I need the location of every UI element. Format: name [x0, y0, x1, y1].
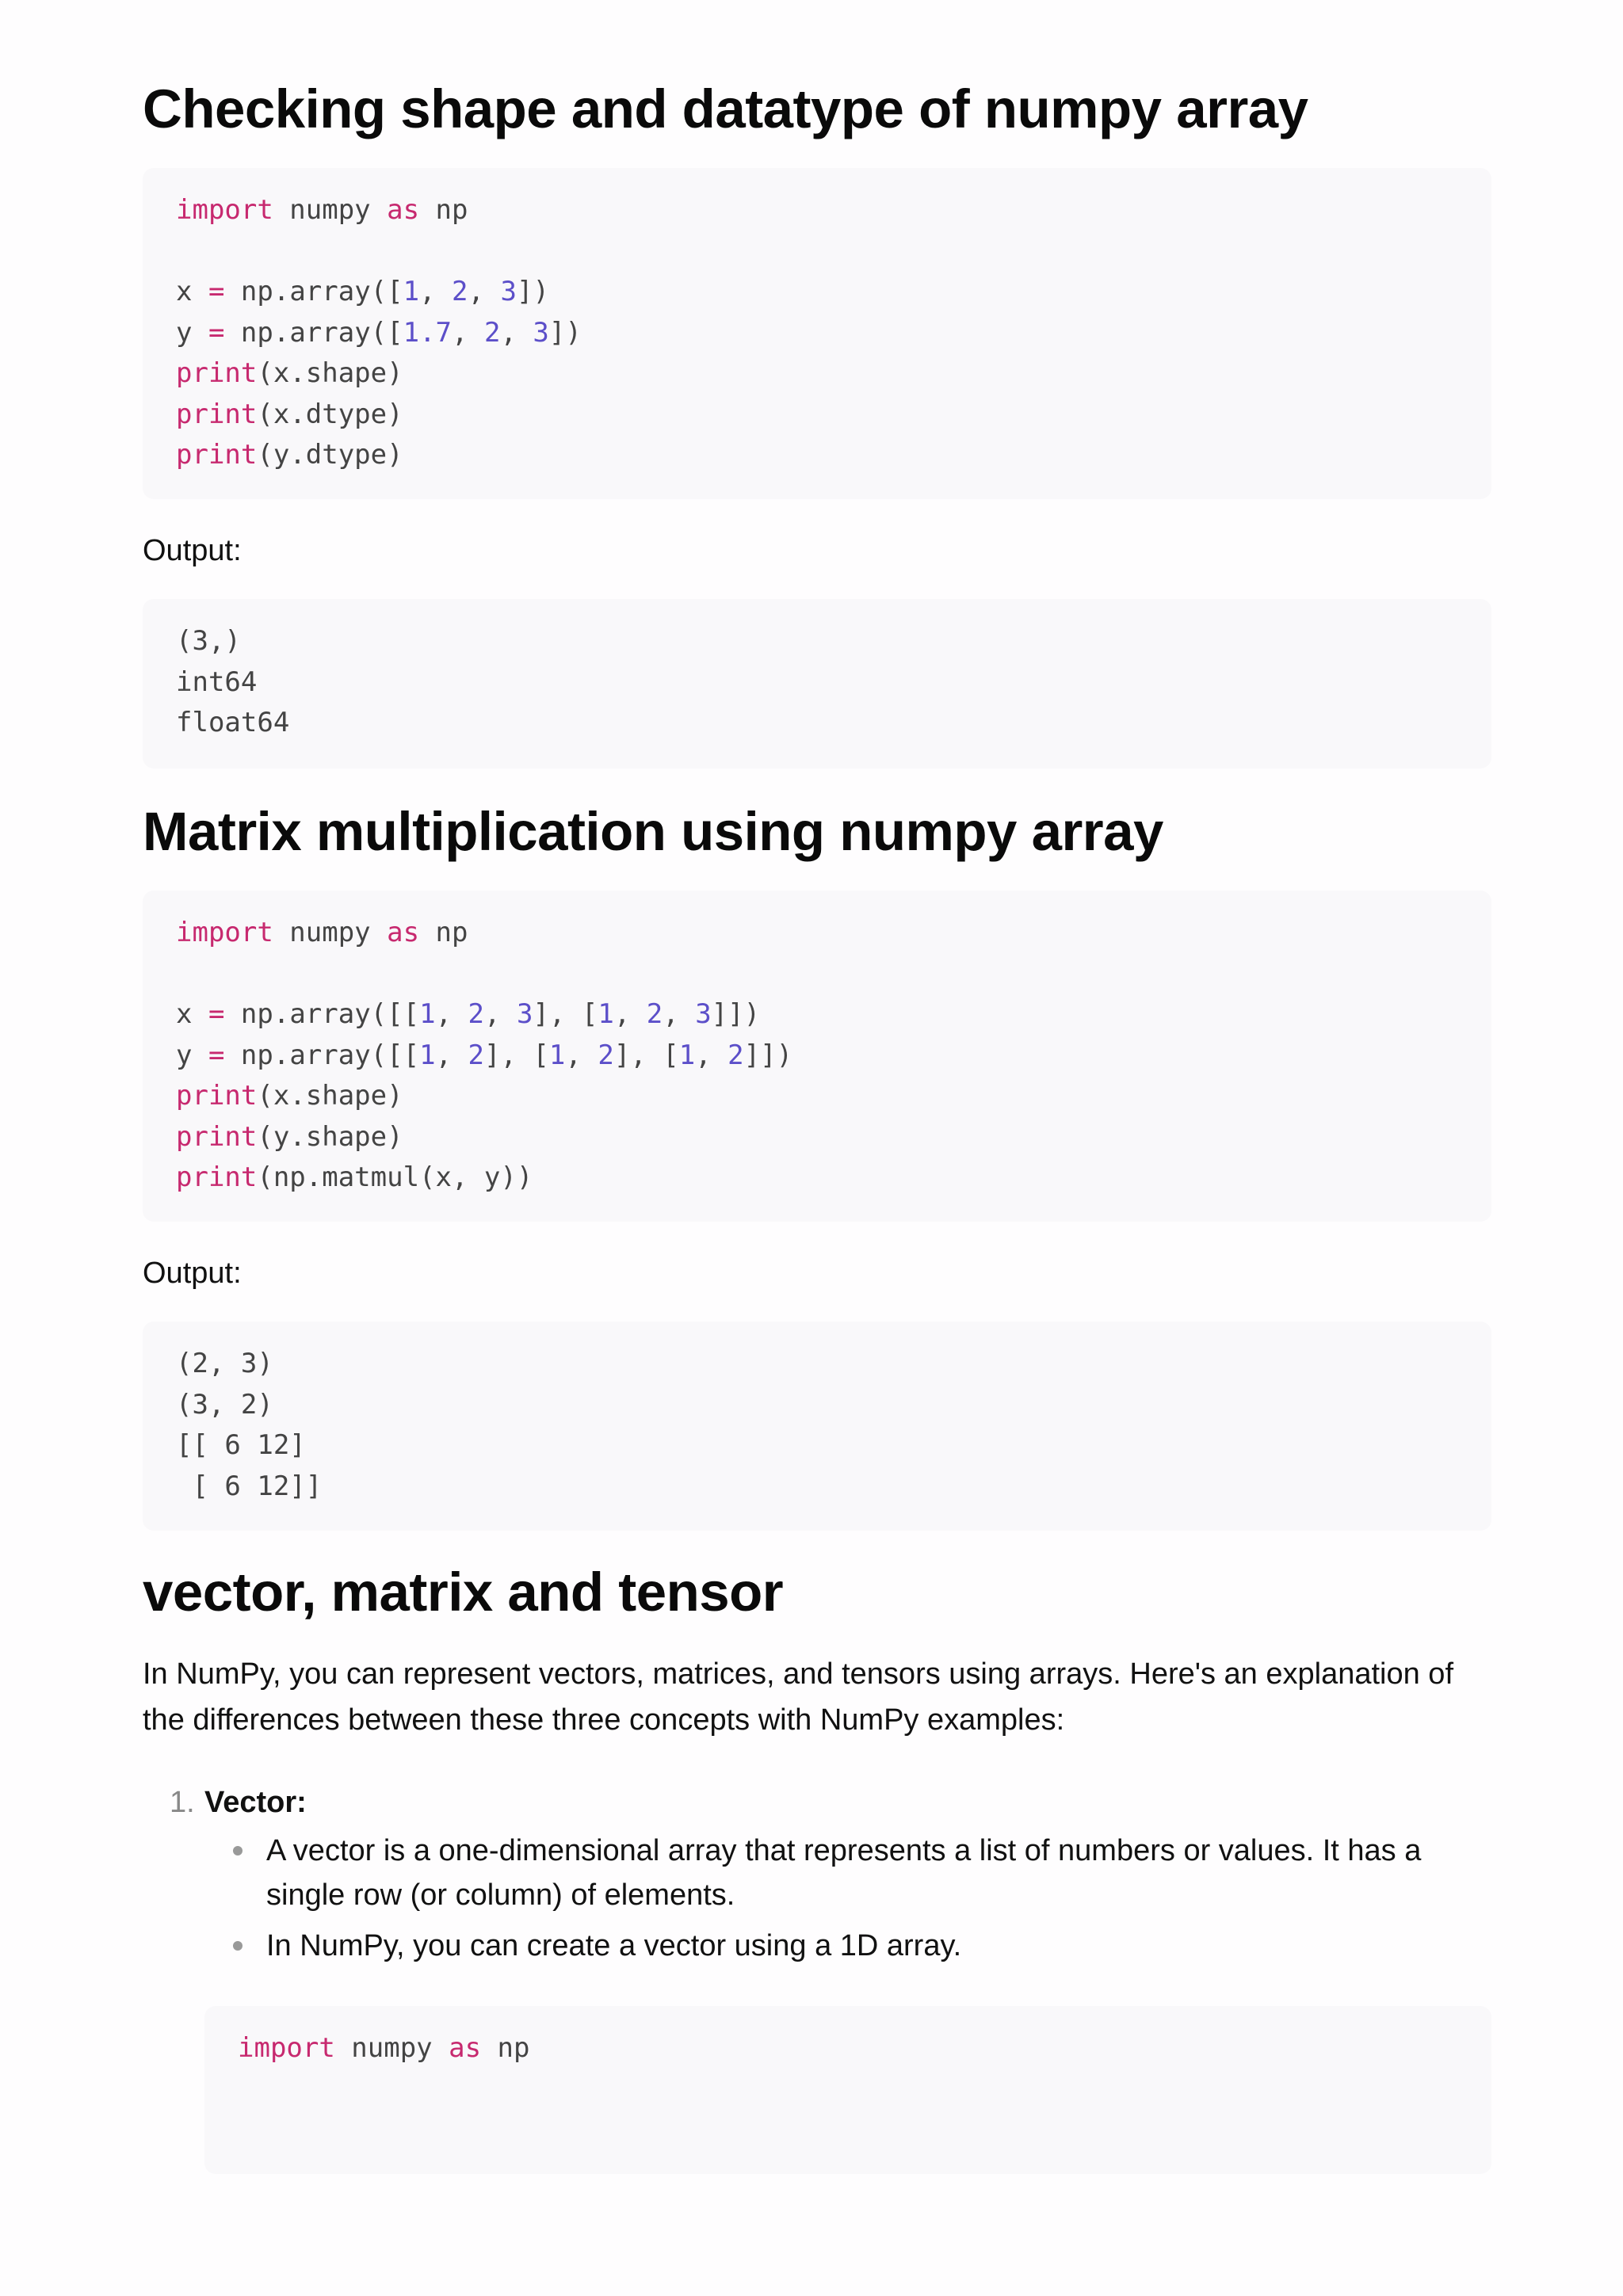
code-token: 3: [516, 998, 533, 1030]
output-label: Output:: [143, 534, 242, 567]
code-token: print: [176, 1120, 258, 1153]
code-line: [176, 435, 1458, 476]
code-token: (np.matmul(x, y)): [257, 1161, 533, 1193]
code-token: 3: [500, 276, 517, 307]
code-token: ], [: [484, 1039, 549, 1071]
code-line: [176, 1344, 1458, 1385]
code-token: y: [176, 1039, 208, 1071]
code-token: as: [387, 917, 420, 948]
code-token: 1: [419, 1039, 436, 1071]
code-token: 1.7: [403, 316, 453, 349]
code-token: 2: [483, 316, 501, 349]
code-token: =: [208, 316, 225, 349]
list-number: 1.: [170, 1786, 195, 1819]
section-heading-vector-matrix-tensor: vector, matrix and tensor: [143, 1562, 784, 1623]
code-token: ,: [613, 998, 647, 1030]
code-token: np.array([: [224, 276, 403, 307]
document-content: [143, 73, 1491, 2174]
code-line: [176, 1466, 1458, 1508]
code-token: [[ 6 12]: [176, 1429, 306, 1461]
code-token: y: [176, 316, 208, 349]
code-token: (x.shape): [257, 1080, 403, 1112]
code-token: numpy: [273, 917, 388, 948]
code-line: [238, 2028, 1458, 2069]
code-token: ]]): [711, 998, 761, 1030]
concept-list: [143, 1779, 1491, 1968]
code-token: numpy: [334, 2032, 449, 2064]
code-token: np: [419, 194, 468, 226]
code-token: ,: [419, 276, 453, 307]
code-token: x: [176, 276, 208, 307]
code-token: =: [208, 1039, 225, 1071]
code-line: [238, 2110, 1458, 2151]
output-block-matrix-multiplication: [143, 1322, 1491, 1531]
section-heading-shape-dtype: Checking shape and datatype of numpy array: [143, 78, 1308, 139]
code-line: [176, 353, 1458, 395]
code-token: float64: [176, 707, 290, 738]
code-line: [176, 190, 1458, 231]
code-line: [176, 1076, 1458, 1117]
code-token: 1: [548, 1039, 566, 1071]
code-token: print: [176, 357, 258, 389]
code-token: import: [176, 194, 273, 226]
output-label: Output:: [143, 1257, 242, 1290]
code-line: [176, 1425, 1458, 1466]
code-token: numpy: [273, 194, 388, 226]
code-line: [176, 662, 1458, 704]
code-line: [176, 231, 1458, 273]
code-token: =: [208, 998, 225, 1030]
code-token: ,: [695, 1039, 728, 1071]
code-line: [176, 913, 1458, 954]
code-block-shape-dtype: [143, 168, 1491, 499]
code-token: ]]): [743, 1039, 793, 1071]
code-token: ,: [484, 998, 517, 1030]
code-token: import: [176, 917, 273, 948]
code-token: ,: [468, 276, 501, 307]
code-line: [176, 1385, 1458, 1426]
code-token: as: [387, 194, 420, 226]
code-token: (y.shape): [257, 1120, 403, 1153]
code-token: 2: [646, 998, 663, 1030]
code-token: 2: [598, 1039, 614, 1071]
code-token: 1: [598, 998, 614, 1030]
code-token: ,: [663, 998, 696, 1030]
code-token: (x.shape): [257, 357, 403, 389]
code-token: 1: [403, 276, 420, 307]
code-token: ,: [452, 316, 484, 349]
code-token: 2: [452, 276, 468, 307]
code-token: 2: [468, 1039, 484, 1071]
code-line: [176, 313, 1458, 354]
code-token: np: [419, 917, 468, 948]
code-token: print: [176, 1161, 258, 1193]
code-token: [ 6 12]]: [176, 1470, 323, 1502]
code-token: (3, 2): [176, 1388, 273, 1421]
code-token: import: [238, 2032, 335, 2064]
code-token: (x.dtype): [257, 398, 403, 430]
code-line: [176, 994, 1458, 1035]
code-line: [176, 1035, 1458, 1077]
code-line: [238, 2069, 1458, 2111]
code-token: ]): [516, 276, 549, 307]
code-token: ], [: [533, 998, 598, 1030]
bullet-list: [204, 1829, 1491, 1968]
output-block-shape-dtype: [143, 599, 1491, 769]
code-line: [176, 703, 1458, 744]
code-block-matrix-multiplication: [143, 891, 1491, 1222]
code-token: (2, 3): [176, 1348, 273, 1379]
code-token: 1: [419, 998, 436, 1030]
code-line: [176, 395, 1458, 436]
code-line: [176, 954, 1458, 995]
code-token: int64: [176, 666, 258, 698]
code-token: (3,): [176, 625, 241, 657]
code-token: 2: [727, 1039, 744, 1071]
code-token: 1: [678, 1039, 696, 1071]
code-token: x: [176, 998, 208, 1030]
code-token: ,: [500, 316, 533, 349]
code-token: np.array([[: [224, 1039, 420, 1071]
bullet-dot: [233, 1941, 242, 1951]
code-token: 2: [468, 998, 484, 1030]
list-item-vector: [143, 1779, 1491, 1968]
code-line: [176, 621, 1458, 662]
code-token: print: [176, 439, 258, 471]
code-token: =: [208, 276, 225, 307]
code-token: print: [176, 398, 258, 430]
code-token: (y.dtype): [257, 439, 403, 471]
code-token: ], [: [613, 1039, 679, 1071]
intro-paragraph: In NumPy, you can represent vectors, matrices, and tensors using arrays. Here's an explanation of the differences between these three concepts with NumPy examples:: [143, 1657, 1454, 1737]
bullet-item: [204, 1924, 1491, 1968]
code-token: np.array([[: [224, 998, 420, 1030]
code-token: as: [449, 2032, 482, 2064]
code-token: ,: [565, 1039, 598, 1071]
bullet-item: [204, 1829, 1491, 1917]
code-line: [176, 1158, 1458, 1199]
code-token: np: [481, 2032, 530, 2064]
code-token: ,: [435, 998, 468, 1030]
list-item-title: Vector:: [204, 1786, 307, 1819]
bullet-text: In NumPy, you can create a vector using a 1D array.: [266, 1929, 962, 1962]
code-token: print: [176, 1080, 258, 1112]
code-token: ,: [435, 1039, 468, 1071]
bullet-dot: [233, 1846, 242, 1855]
code-token: ]): [548, 316, 582, 349]
bullet-text: A vector is a one-dimensional array that represents a list of numbers or values. It has a single row (or column) of elements.: [266, 1834, 1422, 1912]
code-line: [176, 1117, 1458, 1158]
code-token: np.array([: [224, 316, 403, 349]
section-heading-matrix-multiplication: Matrix multiplication using numpy array: [143, 801, 1163, 862]
code-line: [176, 272, 1458, 313]
code-block-vector: [204, 2006, 1491, 2174]
code-token: 3: [695, 998, 712, 1030]
code-token: 3: [533, 316, 549, 349]
